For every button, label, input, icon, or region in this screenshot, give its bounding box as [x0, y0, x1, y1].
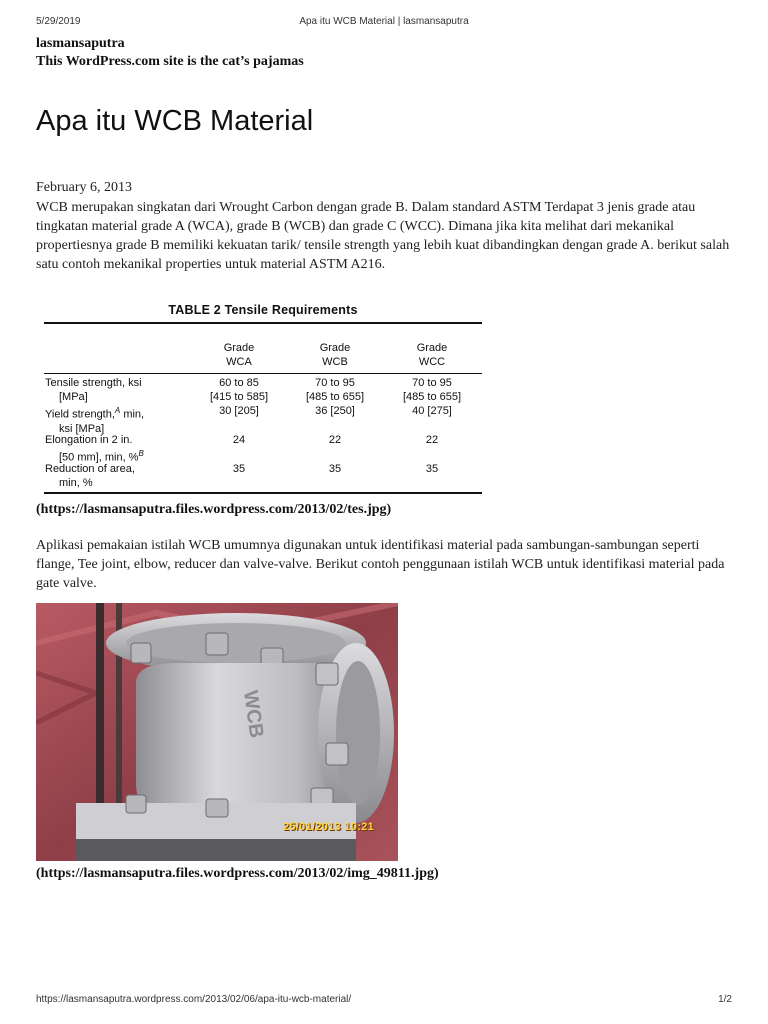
print-page-title: Apa itu WCB Material | lasmansaputra [299, 16, 469, 27]
table-cell: 70 to 95 [485 to 655] [305, 377, 365, 403]
print-url: https://lasmansaputra.wordpress.com/2013/02/06/apa-itu-wcb-material/ [36, 994, 352, 1005]
table-col-head-wcb: Grade WCB [319, 342, 351, 368]
post-title: Apa itu WCB Material [36, 105, 314, 137]
table-head-rule [44, 373, 482, 374]
image-link-table[interactable]: (https://lasmansaputra.files.wordpress.com/2013/02/tes.jpg) [36, 502, 392, 517]
gate-valve-photo[interactable] [36, 603, 398, 861]
photo-timestamp: 25/01/2013 10:21 [282, 821, 374, 833]
table-cell: 22 [425, 434, 439, 446]
print-date: 5/29/2019 [36, 16, 81, 27]
table-cell: 60 to 85 [415 to 585] [209, 377, 269, 403]
post-date: February 6, 2013 [36, 180, 133, 195]
post-paragraph-2: Aplikasi pemakaian istilah WCB umumnya digunakan untuk identifikasi material pada sambungan-sambungan seperti flange, Tee joint, elbow, reducer dan valve-valve. Berikut contoh penggunaan istilah WCB untuk identifikasi material pada gate valve. [36, 538, 725, 591]
valve-marking-text: WCB [238, 689, 268, 740]
table-cell: 35 [232, 463, 246, 475]
table-cell: 35 [328, 463, 342, 475]
site-description: This WordPress.com site is the cat’s pajamas [36, 54, 304, 69]
table-col-head-wcc: Grade WCC [416, 342, 448, 368]
table-cell: 24 [232, 434, 246, 446]
table-row-label: Yield strength,$^A$ min, ksi [MPa] [45, 406, 145, 435]
table-row-label: Elongation in 2 in. [50 mm], min, %$^B$ [45, 434, 144, 464]
print-header [36, 16, 732, 30]
page-number: 1/2 [718, 994, 732, 1005]
table-cell: 30 [205] [219, 405, 259, 417]
table-bottom-rule [44, 492, 482, 494]
table-caption: TABLE 2 Tensile Requirements [168, 303, 358, 317]
table-cell: 36 [250] [315, 405, 355, 417]
table-cell: 22 [328, 434, 342, 446]
table-cell: 40 [275] [412, 405, 452, 417]
table-cell: 35 [425, 463, 439, 475]
table-cell: 70 to 95 [485 to 655] [402, 377, 462, 403]
table-row-label: Reduction of area, min, % [45, 463, 135, 489]
post-paragraph-1: WCB merupakan singkatan dari Wrought Carbon dengan grade B. Dalam standard ASTM Terdapat 3 jenis grade atau tingkatan material grade A (WCA), grade B (WCB) dan grade C (WCC). Dimana jika kita melihat dari mekanikal propertiesnya grade B memiliki kekuatan tarik/ tensile strength yang lebih kuat dibandingkan dengan grade A. berikut salah satu contoh mekanikal properties untuk material ASTM A216. [36, 200, 730, 272]
tensile-requirements-table[interactable] [44, 300, 482, 496]
print-footer [36, 994, 732, 1008]
table-col-head-wca: Grade WCA [223, 342, 255, 368]
site-title-link[interactable]: lasmansaputra [36, 36, 125, 51]
table-row-label: Tensile strength, ksi [MPa] [45, 377, 142, 403]
table-top-rule [44, 322, 482, 324]
image-link-photo[interactable]: (https://lasmansaputra.files.wordpress.com/2013/02/img_49811.jpg) [36, 866, 439, 881]
